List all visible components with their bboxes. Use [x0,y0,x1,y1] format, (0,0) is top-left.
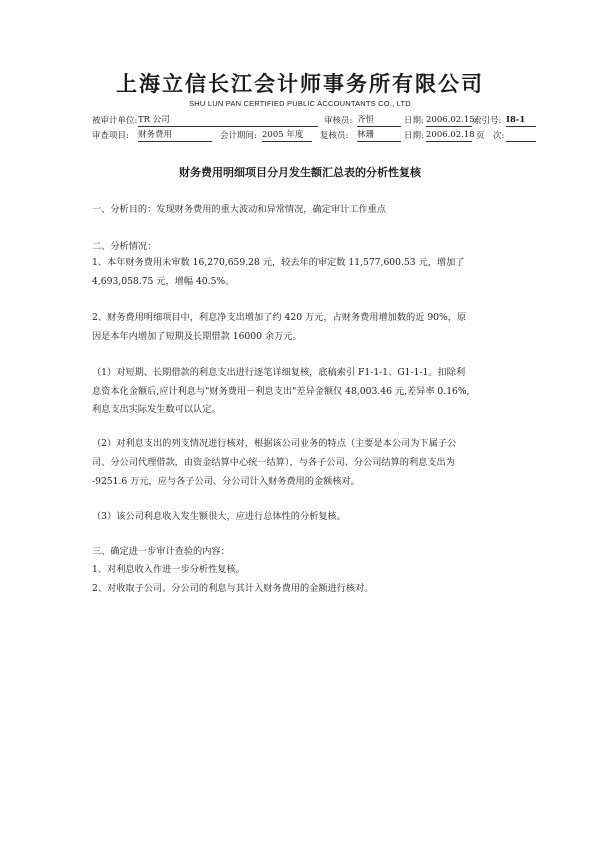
item-label: 审查项目: [92,131,129,141]
period-label: 会计期间: [220,131,257,141]
page-value [506,129,536,142]
para-4-line-1: （2）对利息支出的列支情况进行核对，根据该公司业务的特点（主要是本公司为下属子公 [92,438,457,449]
checker-value: 齐恒 [357,114,401,127]
para-1-line-1: 1、本年财务费用未审数 16,270,659.28 元，较去年的审定数 11,577,600.53 元，增加了 [92,257,465,268]
audited-unit-label: 被审计单位: [92,116,138,126]
audited-unit-value: TR 公司 [138,114,318,127]
para-4-line-3: -9251.6 万元，应与各子公司、分公司计入财务费用的金额核对。 [92,476,360,487]
date2-value: 2006.02.18 [426,130,475,140]
next-step-1: 1、对利息收入作进一步分析性复核。 [92,564,245,575]
para-4-line-2: 司、分公司代理借款，由资金结算中心统一结算），与各子公司、分公司结算的利息支出为 [92,457,455,468]
para-3-line-2: 息资本化金额后,应计利息与"财务费用－利息支出"差异金额仅 48,003.46 元,差异率 0.16%, [92,386,470,397]
index-label: 索引号: [473,116,502,126]
rechecker-value: 林珊 [357,129,401,142]
next-step-2: 2、对收取子公司、分公司的利息与其计入财务费用的金额进行核对。 [92,583,374,594]
checker-label: 审核员: [324,116,353,126]
date2-label: 日期: [404,131,424,141]
page-label: 页 次: [476,131,505,141]
date1-label: 日期: [404,116,424,126]
situation-heading: 二、分析情况： [92,241,157,252]
item-value: 财务费用 [138,129,212,142]
para-3-line-1: （1）对短期、长期借款的利息支出进行逐笔详细复核，底稿索引 F1-1-1、G1-1-1。扣除利 [92,367,466,378]
period-value: 2005 年度 [262,129,312,142]
firm-name: 上海立信长江会计师事务所有限公司 [116,71,484,96]
para-5: （3）该公司利息收入发生额很大，应进行总体性的分析复核。 [92,511,346,522]
next-steps-heading: 三、确定进一步审计查验的内容： [92,546,230,557]
date1-value: 2006.02.15 [426,115,475,125]
para-3-line-3: 利息支出实际发生数可以认定。 [92,404,221,415]
document-title: 财务费用明细项目分月发生额汇总表的分析性复核 [179,166,421,179]
purpose-line: 一、分析目的：发现财务费用的重大波动和异常情况，确定审计工作重点 [92,204,386,215]
firm-name-english: SHU LUN PAN CERTIFIED PUBLIC ACCOUNTANTS CO., LTD [189,99,411,108]
para-2-line-1: 2、财务费用明细项目中，利息净支出增加了约 420 万元，占财务费用增加数的近 90%，原 [92,312,467,323]
rechecker-label: 复核员: [320,131,349,141]
index-value: I8-1 [506,114,536,127]
para-2-line-2: 因是本年内增加了短期及长期借款 16000 余万元。 [92,331,302,342]
para-1-line-2: 4,693,058.75 元，增幅 40.5%。 [92,276,235,287]
